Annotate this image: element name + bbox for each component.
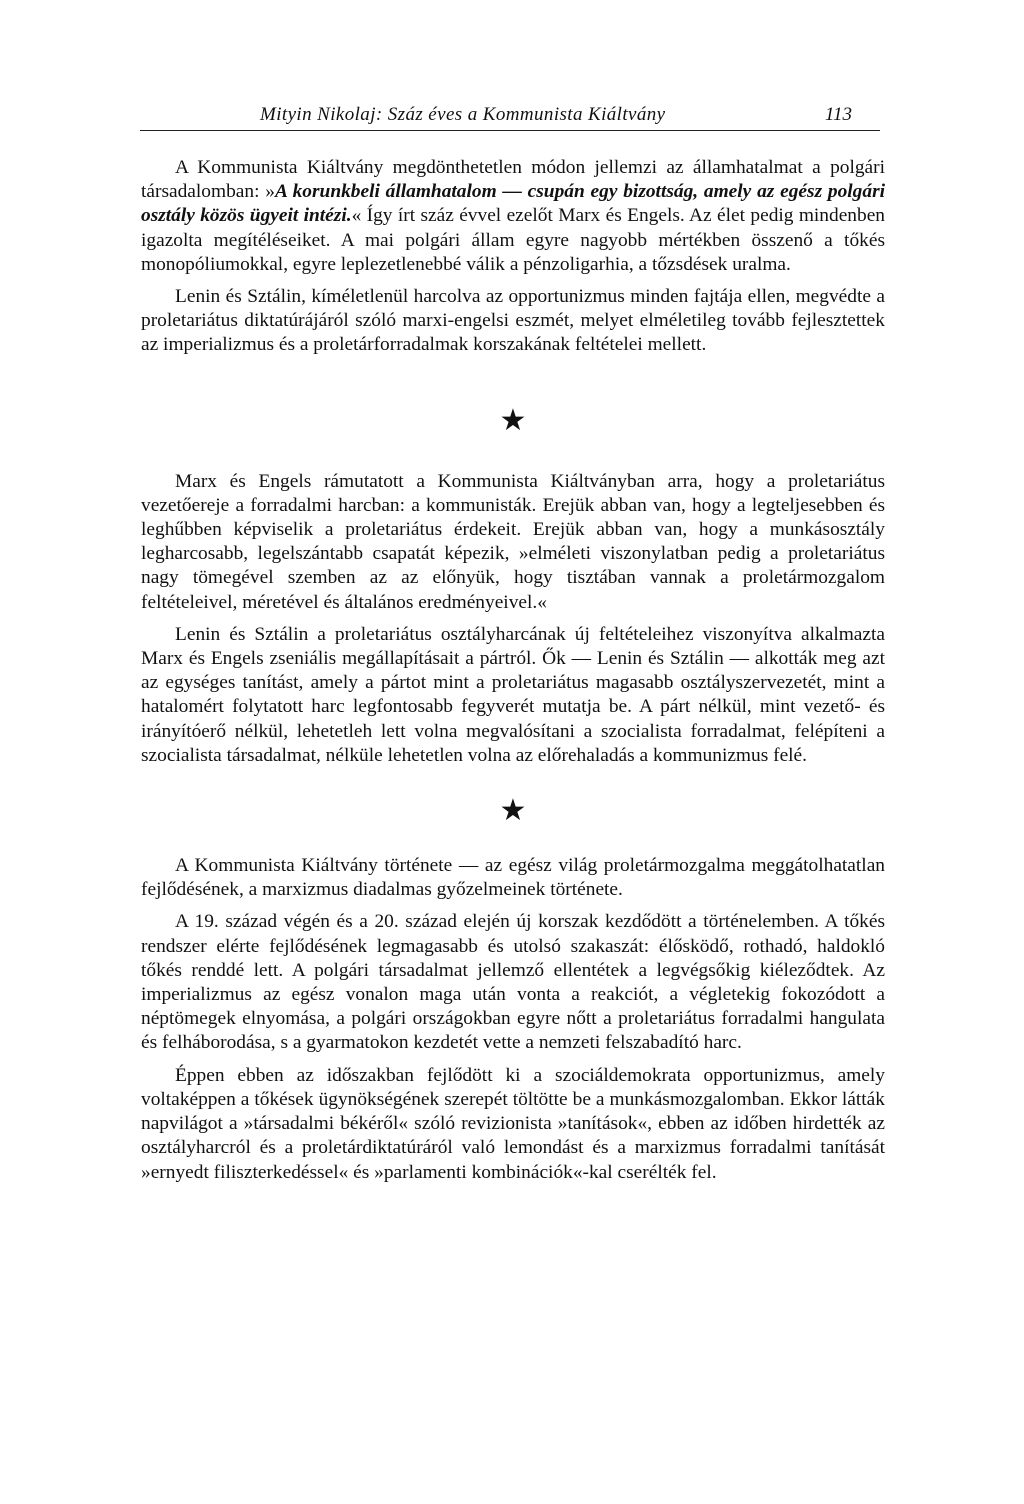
- paragraph: Lenin és Sztálin, kíméletlenül harcolva az opportunizmus minden fajtája ellen, megvédte a proletariátus diktatúrájáról szóló marxi-engelsi eszmét, melyet elméletileg tovább fejlesztettek az imperializmus és a proletárforradalmak korszakának feltételei mellett.: [141, 286, 885, 356]
- paragraph: Marx és Engels rámutatott a Kommunista Kiáltványban arra, hogy a proletariátus vezetőereje a forradalmi harcban: a kommunisták. Erejük abban van, hogy a legteljesebben és leghűbben képviselik a proletariátus érdekeit. Erejük abban van, hogy a munkásosztály legharcosabb, legelszántabb csapatát képezik, »elméleti viszonylatban pedig a proletariátus nagy tömegével szemben az az előnyük, hogy tisztában vannak a proletármozgalom feltételeivel, méretével és általános eredményeivel.«: [141, 470, 885, 613]
- paragraph: Éppen ebben az időszakban fejlődött ki a szociáldemokrata opportunizmus, amely voltaképpen a tőkések ügynökségének szerepét töltötte be a munkásmozgalomban. Ekkor látták napvilágot a »társadalmi békéről« szóló revizionista »tanítások«, ebben az időben hirdették az osztályharcról és a proletárdiktatúráról való lemondást és a marxizmus forradalmi tanítását »ernyedt filiszterkedéssel« és »parlamenti kombinációk«-kal cserélték fel.: [141, 1064, 885, 1183]
- body-text: [141, 156, 885, 1185]
- quotation: A korunkbeli államhatalom — csupán egy bizottság, amely az egész polgári osztály közös ügyeit intézi.: [141, 181, 886, 227]
- paragraph: [141, 156, 885, 277]
- star-separator-icon: ★: [499, 794, 527, 828]
- paragraph: Lenin és Sztálin a proletariátus osztályharcának új feltételeihez viszonyítva alkalmazta Marx és Engels zseniális megállapításait a pártról. Ők — Lenin és Sztálin — alkották meg azt az egységes tanítást, amely a pártot mint a proletariátus magasabb osztályszervezetét, mint a hatalomért folytatott harc legfontosabb fegyverét mutatja be. A párt nélkül, mint vezető- és irányítóerő nélkül, lehetetleh lett volna megvalósítani a szocialista forradalmat, felépíteni a szocialista társadalmat, nélküle lehetetlen volna az előrehaladás a kommunizmus felé.: [141, 623, 885, 766]
- page-header: [140, 100, 880, 130]
- paragraph: A 19. század végén és a 20. század elején új korszak kezdődött a történelemben. A tőkés rendszer elérte fejlődésének legmagasabb és utolsó szakaszát: élősködő, rothadó, haldokló tőkés renddé lett. A polgári társadalmat jellemző ellentétek a legvégsőkig kiéleződtek. Az imperializmus az egész vonalon maga után vonta a reakciót, a végletekig fokozódott a néptömegek elnyomása, a polgári országokban egyre nőtt a proletariátus forradalmi hangulata és felháborodása, s a gyarmatokon kezdetét vette a nemzeti felszabadító harc.: [141, 911, 885, 1054]
- star-separator-icon: ★: [499, 403, 527, 437]
- paragraph-text: « Így írt száz évvel ezelőt Marx és Engels. Az élet pedig mindenben igazolta megítéléseiket. A mai polgári állam egyre nagyobb mértékben összenő a tőkés monopóliumokkal, egyre leplezetlenebbé válik a pénzoligarhia, a tőzsdések uralma.: [141, 205, 886, 275]
- header-rule: [140, 130, 880, 131]
- paragraph: A Kommunista Kiáltvány története — az egész világ proletármozgalma meggátolhatatlan fejlődésének, a marxizmus diadalmas győzelmeinek története.: [141, 855, 885, 901]
- paragraph-text: A Kommunista Kiáltvány megdönthetetlen módon jellemzi az államhatalmat a polgári társadalomban: »: [141, 157, 885, 203]
- page-number: 113: [824, 104, 852, 125]
- running-title: Mityin Nikolaj: Száz éves a Kommunista Kiáltvány: [260, 104, 666, 125]
